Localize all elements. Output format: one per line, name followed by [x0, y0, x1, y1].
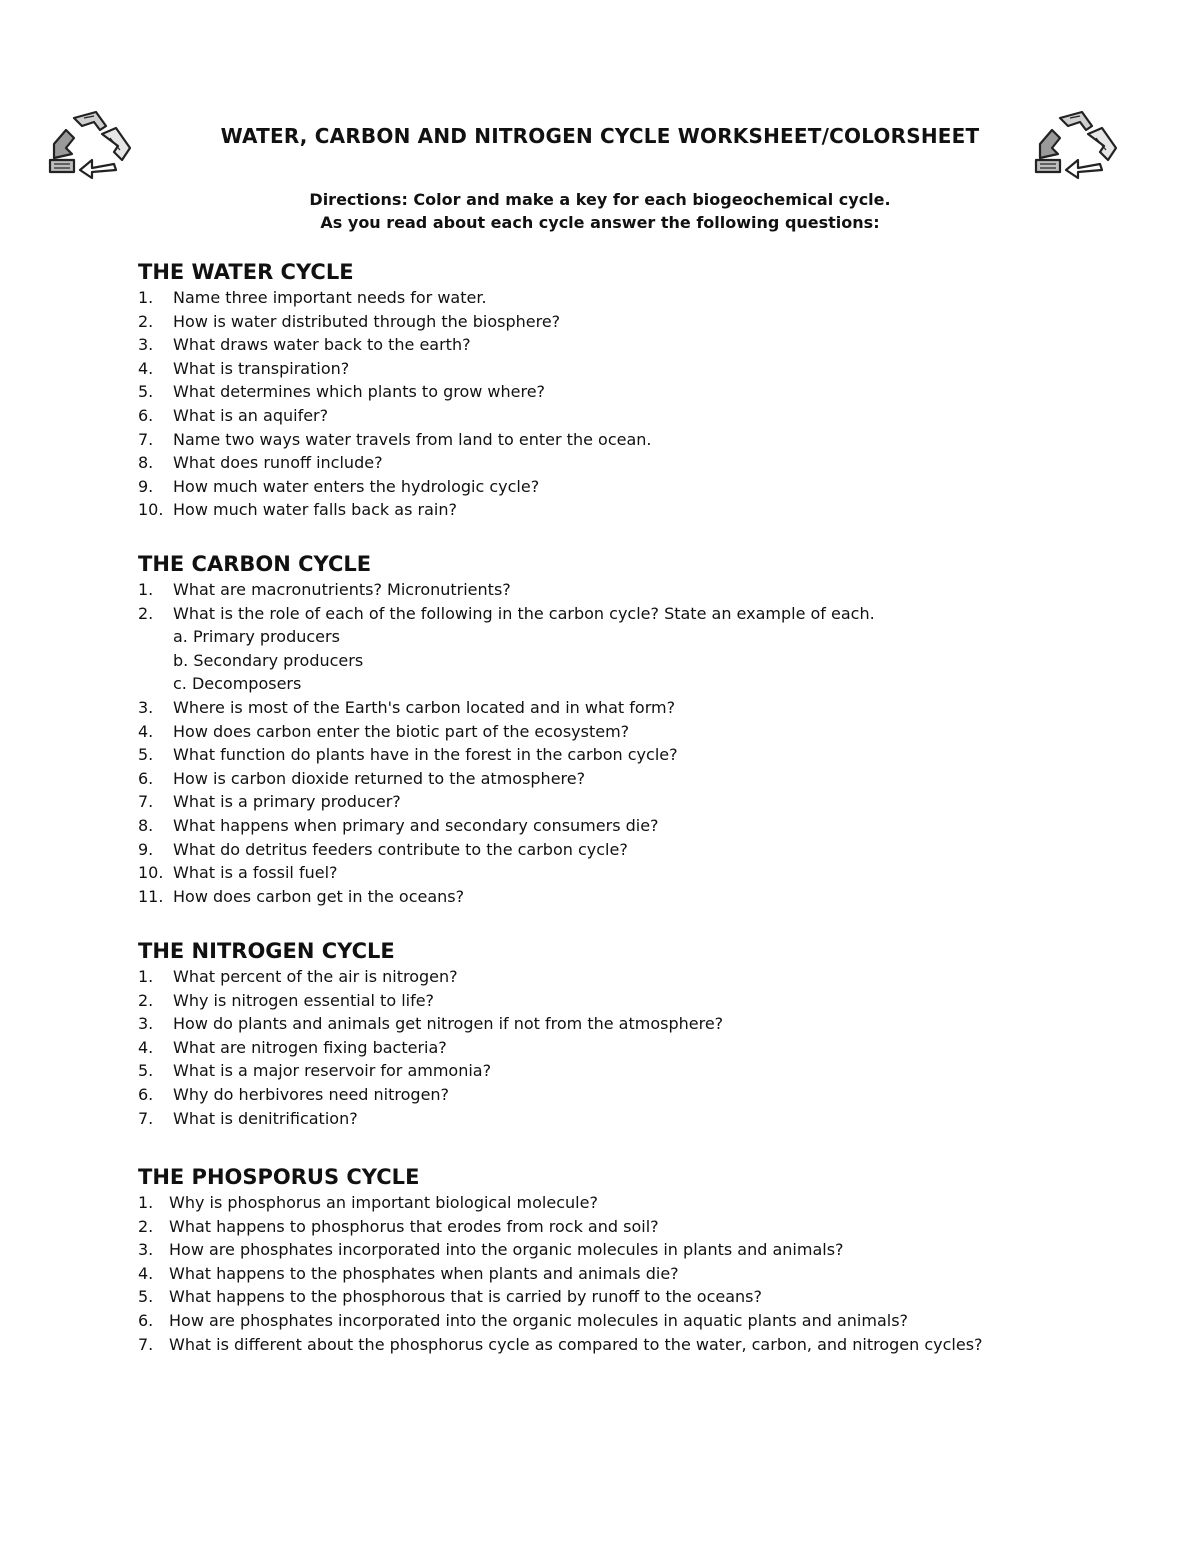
question-text: What is a major reservoir for ammonia?	[173, 1061, 492, 1081]
question-text: What percent of the air is nitrogen?	[173, 967, 458, 986]
question-list	[138, 578, 1178, 908]
question-number: 1.	[138, 580, 154, 599]
recycle-icon	[44, 108, 140, 180]
question-item	[138, 1036, 1178, 1060]
section-heading: THE CARBON CYCLE	[138, 552, 372, 576]
question-text: Why is phosphorus an important biological molecule?	[169, 1193, 598, 1212]
question-item	[138, 380, 1178, 404]
question-text: Where is most of the Earth's carbon located and in what form?	[173, 697, 676, 717]
question-number: 1.	[138, 967, 154, 986]
question-text: What are nitrogen fixing bacteria?	[173, 1037, 447, 1057]
question-number: 4.	[138, 721, 154, 741]
question-number: 10.	[138, 500, 164, 520]
question-item	[138, 1059, 1178, 1083]
directions-line-1: Directions: Color and make a key for each biogeochemical cycle.	[309, 190, 891, 209]
question-text: How much water falls back as rain?	[173, 500, 457, 520]
directions-line-2: As you read about each cycle answer the following questions:	[320, 213, 880, 232]
question-list	[138, 965, 1178, 1130]
question-number: 1.	[138, 288, 154, 307]
question-item	[138, 814, 1178, 838]
question-number: 7.	[138, 1108, 154, 1128]
phosphorus-cycle-section	[138, 1163, 1178, 1356]
question-text: How does carbon get in the oceans?	[173, 886, 465, 906]
question-number: 5.	[138, 745, 154, 765]
sub-item	[138, 649, 1178, 673]
question-item	[138, 578, 1178, 602]
question-item	[138, 1107, 1178, 1131]
question-item	[138, 310, 1178, 334]
question-text: Name three important needs for water.	[173, 288, 487, 307]
question-item	[138, 1083, 1178, 1107]
question-text: How do plants and animals get nitrogen if not from the atmosphere?	[173, 1014, 724, 1034]
sub-item	[138, 672, 1178, 696]
question-number: 3.	[138, 335, 154, 355]
question-number: 6.	[138, 405, 154, 425]
question-list	[138, 1191, 1178, 1356]
question-number: 8.	[138, 815, 154, 835]
question-number: 2.	[138, 1216, 154, 1236]
question-text: What is transpiration?	[173, 358, 350, 378]
question-item	[138, 428, 1178, 452]
nitrogen-cycle-section	[138, 937, 1178, 1130]
question-item	[138, 696, 1178, 720]
question-number: 7.	[138, 429, 154, 449]
question-item	[138, 989, 1178, 1013]
question-item	[138, 333, 1178, 357]
question-number: 4.	[138, 1263, 154, 1283]
question-text: c. Decomposers	[173, 674, 302, 694]
question-item	[138, 1333, 1178, 1357]
question-item	[138, 1215, 1178, 1239]
question-item	[138, 475, 1178, 499]
question-text: What is different about the phosphorus cycle as compared to the water, carbon, and nitrogen cycles?	[169, 1334, 983, 1354]
question-item	[138, 720, 1178, 744]
carbon-cycle-section	[138, 550, 1178, 908]
section-heading: THE NITROGEN CYCLE	[138, 939, 395, 963]
question-item	[138, 1309, 1178, 1333]
question-item	[138, 404, 1178, 428]
question-number: 3.	[138, 1014, 154, 1034]
question-number: 7.	[138, 792, 154, 812]
question-number: 11.	[138, 886, 164, 906]
question-number: 6.	[138, 1084, 154, 1104]
question-text: What are macronutrients? Micronutrients?	[173, 580, 511, 599]
question-text: What happens to phosphorus that erodes from rock and soil?	[169, 1216, 659, 1236]
question-number: 3.	[138, 697, 154, 717]
question-number: 10.	[138, 863, 164, 883]
question-text: How are phosphates incorporated into the organic molecules in aquatic plants and animals?	[169, 1310, 909, 1330]
question-text: Why is nitrogen essential to life?	[173, 990, 435, 1010]
question-text: b. Secondary producers	[173, 650, 364, 670]
question-number: 5.	[138, 1061, 154, 1081]
question-text: What function do plants have in the forest in the carbon cycle?	[173, 745, 678, 765]
question-number: 2.	[138, 603, 154, 623]
directions	[150, 188, 1050, 234]
question-number: 9.	[138, 476, 154, 496]
question-item	[138, 1012, 1178, 1036]
question-item	[138, 602, 1178, 626]
question-item	[138, 743, 1178, 767]
question-item	[138, 286, 1178, 310]
question-text: What is an aquifer?	[173, 405, 329, 425]
question-item	[138, 1285, 1178, 1309]
page-title: WATER, CARBON AND NITROGEN CYCLE WORKSHEET/COLORSHEET	[220, 124, 980, 148]
question-text: What is denitrification?	[173, 1108, 358, 1128]
question-text: What happens to the phosphates when plants and animals die?	[169, 1263, 679, 1283]
question-number: 1.	[138, 1193, 154, 1212]
question-item	[138, 767, 1178, 791]
water-cycle-section	[138, 258, 1178, 522]
question-number: 3.	[138, 1240, 154, 1260]
question-number: 7.	[138, 1334, 154, 1354]
question-list	[138, 286, 1178, 522]
question-item	[138, 498, 1178, 522]
question-number: 5.	[138, 382, 154, 402]
question-text: How much water enters the hydrologic cycle?	[173, 476, 540, 496]
question-text: Why do herbivores need nitrogen?	[173, 1084, 450, 1104]
section-heading: THE WATER CYCLE	[138, 260, 354, 284]
question-text: What is a primary producer?	[173, 792, 401, 812]
question-text: What does runoff include?	[173, 453, 383, 473]
question-text: What is the role of each of the following in the carbon cycle? State an example of each.	[173, 603, 875, 623]
question-item	[138, 1191, 1178, 1215]
question-text: How does carbon enter the biotic part of the ecosystem?	[173, 721, 630, 741]
question-number: 4.	[138, 1037, 154, 1057]
question-item	[138, 451, 1178, 475]
question-text: a. Primary producers	[173, 627, 340, 647]
question-item	[138, 1262, 1178, 1286]
question-number: 6.	[138, 768, 154, 788]
question-text: Name two ways water travels from land to enter the ocean.	[173, 429, 652, 449]
question-item	[138, 861, 1178, 885]
question-text: What do detritus feeders contribute to the carbon cycle?	[173, 839, 628, 859]
question-text: How are phosphates incorporated into the organic molecules in plants and animals?	[169, 1240, 844, 1260]
question-text: What happens to the phosphorous that is carried by runoff to the oceans?	[169, 1287, 762, 1307]
question-text: How is water distributed through the biosphere?	[173, 311, 561, 331]
section-heading: THE PHOSPORUS CYCLE	[138, 1165, 420, 1189]
question-text: What draws water back to the earth?	[173, 335, 471, 355]
question-number: 4.	[138, 358, 154, 378]
question-item	[138, 838, 1178, 862]
question-number: 2.	[138, 990, 154, 1010]
question-item	[138, 790, 1178, 814]
question-item	[138, 357, 1178, 381]
question-text: How is carbon dioxide returned to the atmosphere?	[173, 768, 586, 788]
question-item	[138, 965, 1178, 989]
question-item	[138, 1238, 1178, 1262]
question-item	[138, 885, 1178, 909]
sub-item	[138, 625, 1178, 649]
question-number: 9.	[138, 839, 154, 859]
recycle-icon-graphic	[44, 108, 140, 180]
question-text: What happens when primary and secondary consumers die?	[173, 815, 659, 835]
question-text: What is a fossil fuel?	[173, 863, 338, 883]
question-number: 5.	[138, 1287, 154, 1307]
question-text: What determines which plants to grow where?	[173, 382, 546, 402]
question-number: 2.	[138, 311, 154, 331]
question-number: 6.	[138, 1310, 154, 1330]
question-number: 8.	[138, 453, 154, 473]
